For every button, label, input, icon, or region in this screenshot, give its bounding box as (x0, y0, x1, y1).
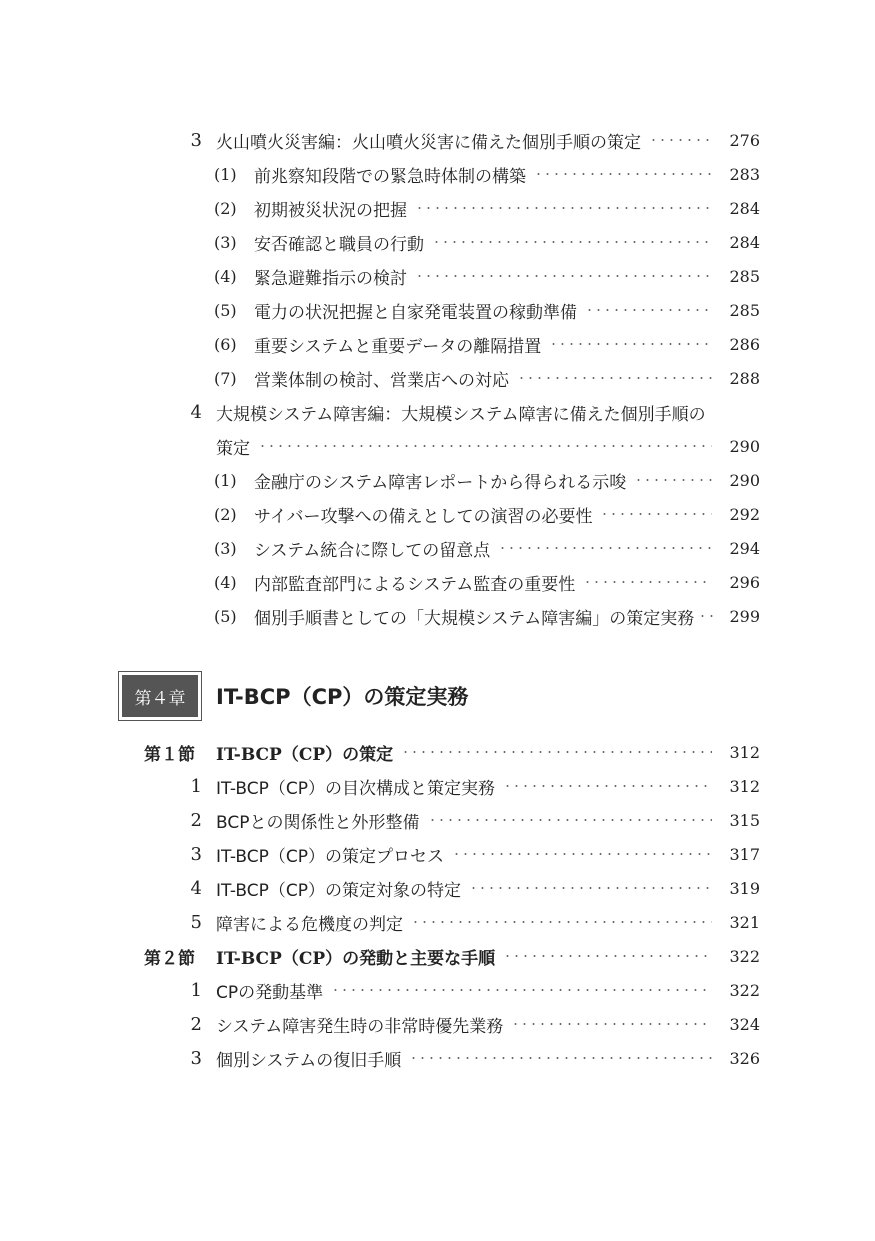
item-number: 2 (190, 809, 202, 831)
dot-leader (583, 581, 712, 583)
section-title-line1: 大規模システム障害編：大規模システム障害に備えた個別手順の (216, 404, 706, 425)
item-number: (6) (214, 334, 237, 354)
item-title: システム障害発生時の非常時優先業務 (216, 1016, 504, 1037)
page-number: 322 (729, 980, 760, 1000)
toc-entry-1-3[interactable] (180, 837, 760, 871)
toc-entry-part-2[interactable] (144, 939, 760, 973)
section-title: 火山噴火災害編：火山噴火災害に備えた個別手順の策定 (216, 132, 641, 153)
page-number: 290 (729, 436, 760, 456)
toc-entry-4-5[interactable] (214, 599, 760, 633)
page-number: 284 (729, 232, 760, 252)
item-number: (2) (214, 198, 237, 218)
page-number: 276 (729, 130, 760, 150)
page-number: 290 (729, 470, 760, 490)
toc-entry-3-4[interactable] (214, 259, 760, 293)
item-number: (7) (214, 368, 237, 388)
item-title: 個別手順書としての「大規模システム障害編」の策定実務 (254, 608, 695, 629)
page-number: 322 (729, 946, 760, 966)
toc-entry-3-2[interactable] (214, 191, 760, 225)
toc-entry-2-3[interactable] (180, 1041, 760, 1075)
toc-entry-3-6[interactable] (214, 327, 760, 361)
page-number: 285 (729, 300, 760, 320)
toc-entry-4-3[interactable] (214, 531, 760, 565)
page-number: 326 (729, 1048, 760, 1068)
section-title-line2: 策定 (216, 438, 250, 459)
toc-entry-1-1[interactable] (180, 769, 760, 803)
page-number: 292 (729, 504, 760, 524)
item-title: 個別システムの復旧手順 (216, 1050, 402, 1071)
dot-leader (649, 139, 712, 141)
item-number: 1 (190, 775, 202, 797)
item-number: (4) (214, 266, 237, 286)
toc-entry-section-4-line1[interactable] (180, 395, 760, 429)
toc-entry-3-5[interactable] (214, 293, 760, 327)
toc-entry-1-5[interactable] (180, 905, 760, 939)
item-number: 4 (190, 877, 202, 899)
item-title: 前兆察知段階での緊急時体制の構築 (254, 166, 526, 187)
page-number: 294 (729, 538, 760, 558)
item-number: (5) (214, 606, 237, 626)
item-title: 営業体制の検討、営業店への対応 (254, 370, 509, 391)
toc-entry-part-1[interactable] (144, 735, 760, 769)
item-title: 障害による危機度の判定 (216, 914, 403, 935)
page-number: 315 (729, 810, 760, 830)
item-title: 金融庁のシステム障害レポートから得られる示唆 (254, 472, 627, 493)
page-number: 288 (729, 368, 760, 388)
item-number: (3) (214, 538, 237, 558)
item-title: IT-BCP（CP）の策定プロセス (216, 846, 444, 867)
section-number: 4 (190, 401, 202, 423)
page-number: 324 (729, 1014, 760, 1034)
page-number: 317 (729, 844, 760, 864)
item-title: 緊急避難指示の検討 (254, 268, 407, 289)
item-number: 3 (190, 1047, 202, 1069)
item-title: IT-BCP（CP）の目次構成と策定実務 (216, 778, 495, 799)
item-number: (1) (214, 470, 237, 490)
item-title: 内部監査部門によるシステム監査の重要性 (254, 574, 576, 595)
item-title: サイバー攻撃への備えとしての演習の必要性 (254, 506, 593, 527)
item-title: BCPとの関係性と外形整備 (216, 812, 420, 833)
item-number: (4) (214, 572, 237, 592)
item-title: システム統合に際しての留意点 (254, 540, 491, 561)
chapter-title[interactable]: IT-BCP（CP）の策定実務 (216, 685, 469, 709)
page-number: 312 (729, 776, 760, 796)
dot-leader (534, 173, 712, 175)
page-number: 299 (729, 606, 760, 626)
toc-entry-section-3[interactable] (180, 123, 760, 157)
part-title: IT-BCP（CP）の発動と主要な手順 (216, 948, 496, 969)
dot-leader (503, 955, 712, 957)
dot-leader (498, 547, 712, 549)
item-title: 重要システムと重要データの離隔措置 (254, 336, 542, 357)
toc-entry-1-2[interactable] (180, 803, 760, 837)
page-number: 286 (729, 334, 760, 354)
page-number: 283 (729, 164, 760, 184)
section-number: 3 (190, 129, 202, 151)
dot-leader (698, 615, 718, 617)
dot-leader (503, 785, 712, 787)
item-title: 安否確認と職員の行動 (254, 234, 424, 255)
item-number: (3) (214, 232, 237, 252)
dot-leader (428, 819, 713, 821)
toc-entry-1-4[interactable] (180, 871, 760, 905)
dot-leader (452, 853, 712, 855)
item-number: 2 (190, 1013, 202, 1035)
page-number: 285 (729, 266, 760, 286)
dot-leader (585, 309, 712, 311)
dot-leader (517, 377, 712, 379)
toc-entry-3-1[interactable] (214, 157, 760, 191)
page-number: 296 (729, 572, 760, 592)
item-number: (2) (214, 504, 237, 524)
toc-entry-4-2[interactable] (214, 497, 760, 531)
dot-leader (600, 513, 712, 515)
toc-entry-2-1[interactable] (180, 973, 760, 1007)
item-title: CPの発動基準 (216, 982, 324, 1003)
dot-leader (634, 479, 712, 481)
dot-leader (409, 1057, 712, 1059)
part-label: 第２節 (144, 948, 195, 969)
toc-entry-4-1[interactable] (214, 463, 760, 497)
item-title: 電力の状況把握と自家発電装置の稼動準備 (254, 302, 577, 323)
item-number: (5) (214, 300, 237, 320)
item-title: 初期被災状況の把握 (254, 200, 407, 221)
item-number: 3 (190, 843, 202, 865)
dot-leader (258, 445, 712, 447)
dot-leader (549, 343, 712, 345)
chapter-label: 第４章 (122, 675, 198, 717)
dot-leader (415, 275, 712, 277)
dot-leader (432, 241, 712, 243)
page-number: 284 (729, 198, 760, 218)
part-title: IT-BCP（CP）の策定 (216, 744, 394, 765)
toc-entry-3-3[interactable] (214, 225, 760, 259)
item-number: 1 (190, 979, 202, 1001)
dot-leader (511, 1023, 712, 1025)
toc-entry-4-4[interactable] (214, 565, 760, 599)
dot-leader (469, 887, 712, 889)
dot-leader (415, 207, 712, 209)
toc-entry-3-7[interactable] (214, 361, 760, 395)
toc-entry-section-4-line2[interactable] (216, 429, 760, 463)
item-title: IT-BCP（CP）の策定対象の特定 (216, 880, 461, 901)
dot-leader (411, 921, 712, 923)
dot-leader (331, 989, 712, 991)
page-number: 319 (729, 878, 760, 898)
dot-leader (401, 751, 712, 753)
item-number: 5 (190, 911, 202, 933)
chapter-badge (118, 671, 202, 721)
part-label: 第１節 (144, 744, 195, 765)
toc-entry-2-2[interactable] (180, 1007, 760, 1041)
page-number: 312 (729, 742, 760, 762)
page-number: 321 (729, 912, 760, 932)
item-number: (1) (214, 164, 237, 184)
